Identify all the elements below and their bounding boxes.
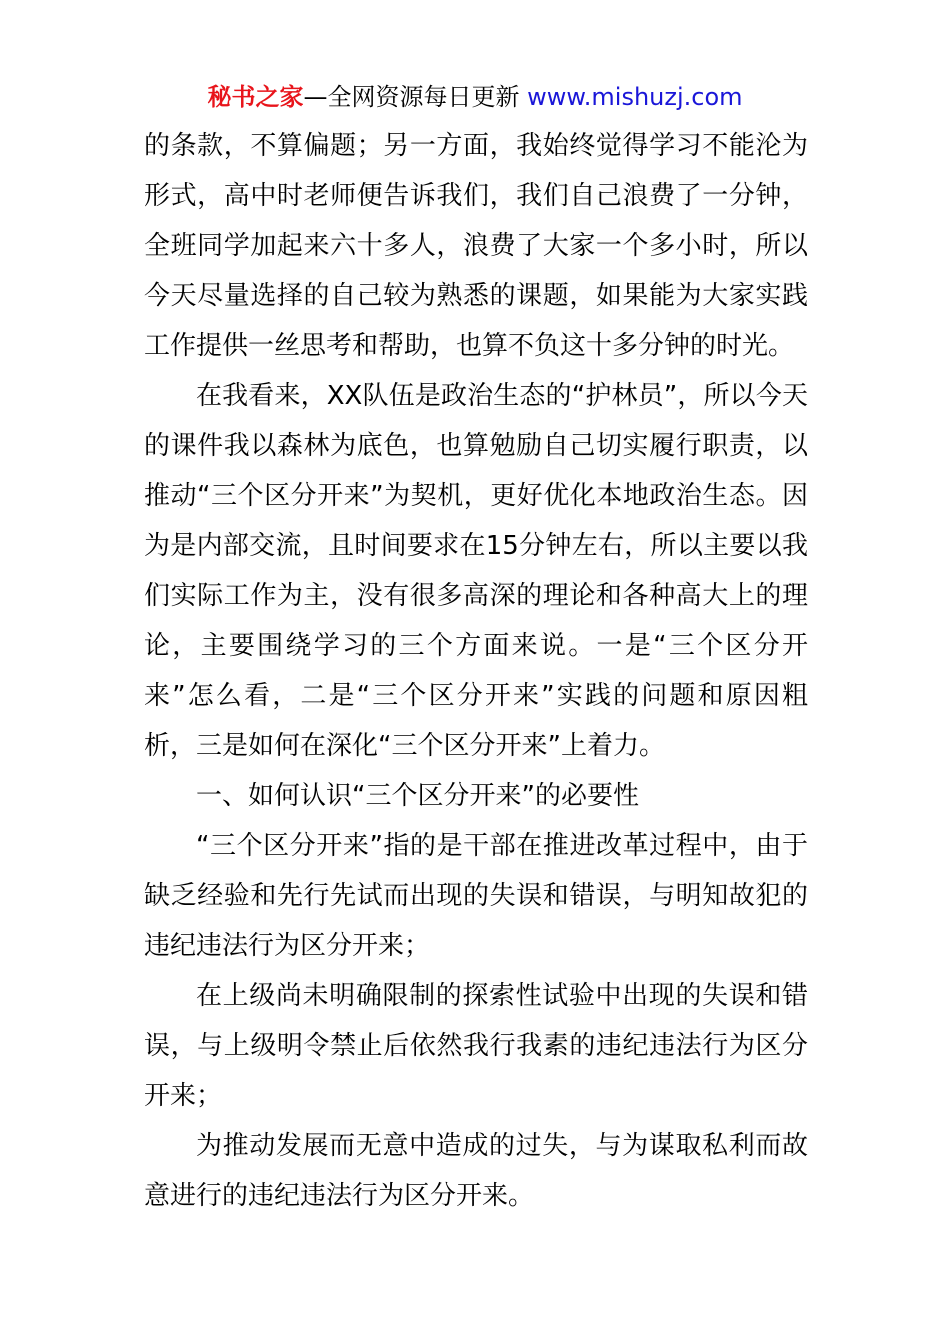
site-url-link[interactable]: www.mishuzj.com xyxy=(527,83,743,111)
site-tagline: —全网资源每日更新 xyxy=(303,83,528,111)
paragraph: “三个区分开来”指的是干部在推进改革过程中，由于缺乏经验和先行先试而出现的失误和错误，与明知故犯的违纪违法行为区分开来； xyxy=(144,831,808,961)
paragraph: 在上级尚未明确限制的探索性试验中出现的失误和错误，与上级明令禁止后依然我行我素的违纪违法行为区分开来； xyxy=(144,981,808,1111)
paragraph: 在我看来，XX队伍是政治生态的“护林员”，所以今天的课件我以森林为底色，也算勉励自己切实履行职责，以推动“三个区分开来”为契机，更好优化本地政治生态。因为是内部交流，且时间要求在15分钟左右，所以主要以我们实际工作为主，没有很多高深的理论和各种高大上的理论，主要围绕学习的三个方面来说。一是“三个区分开来”怎么看，二是“三个区分开来”实践的问题和原因粗析，三是如何在深化“三个区分开来”上着力。 xyxy=(144,381,808,761)
site-brand: 秘书之家 xyxy=(207,83,304,111)
document-body xyxy=(144,121,808,1221)
paragraph-continuation: 的条款，不算偏题；另一方面，我始终觉得学习不能沦为形式，高中时老师便告诉我们，我们自己浪费了一分钟，全班同学加起来六十多人，浪费了大家一个多小时，所以今天尽量选择的自己较为熟悉的课题，如果能为大家实践工作提供一丝思考和帮助，也算不负这十多分钟的时光。 xyxy=(144,131,808,361)
paragraph: 为推动发展而无意中造成的过失，与为谋取私利而故意进行的违纪违法行为区分开来。 xyxy=(144,1131,808,1211)
site-header xyxy=(0,80,950,114)
section-heading: 一、如何认识“三个区分开来”的必要性 xyxy=(196,781,639,811)
